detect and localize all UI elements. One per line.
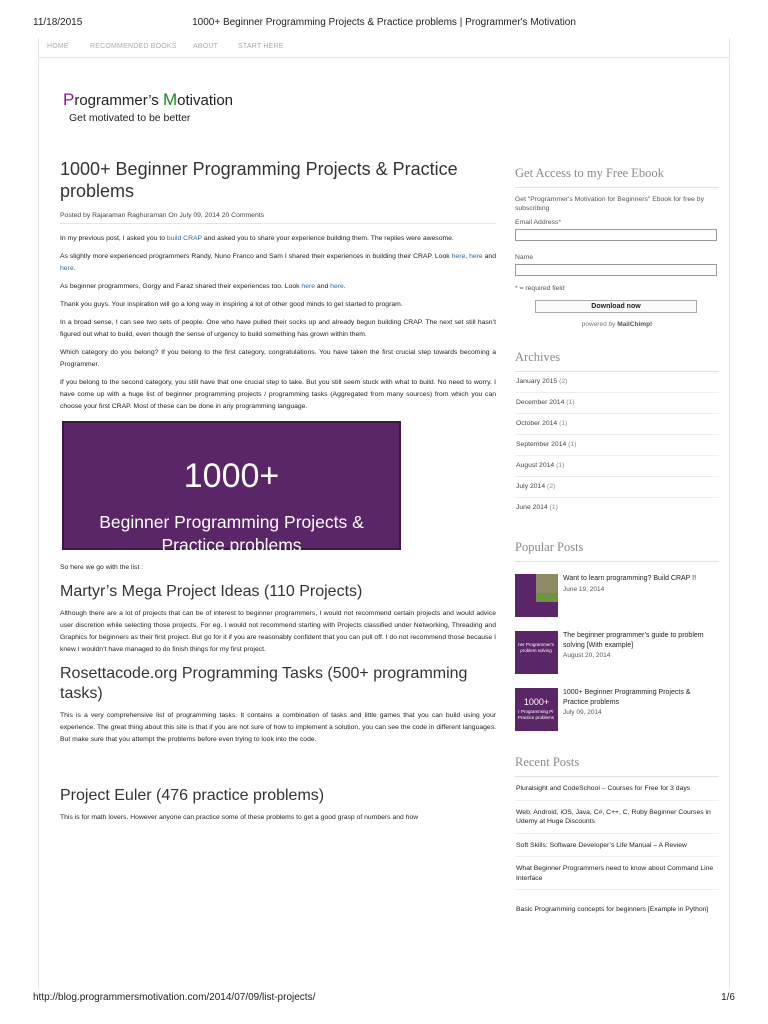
name-field[interactable] <box>515 264 717 276</box>
popular-post-thumbnail: ner Programmer's problem solving <box>515 631 558 674</box>
archives-heading: Archives <box>515 350 719 372</box>
ebook-widget <box>515 166 719 328</box>
paragraph-list-intro: So here we go with the list : <box>60 564 144 571</box>
here-link-5[interactable]: here <box>330 283 344 290</box>
popular-post-item[interactable] <box>515 631 719 676</box>
recent-posts-widget <box>515 755 719 921</box>
print-page-number: 1/6 <box>721 992 735 1003</box>
popular-post-thumbnail: 1000+ r Programming Pr Practice problems <box>515 688 558 731</box>
paragraph-two-sets: In a broad sense, I can see two sets of people. One who have pulled their socks up and already begun building CRAP. The next set still hasn’t figured out what to build, even though the sense of urgency to build something has grown within them. <box>60 319 496 338</box>
post-meta: Posted by Rajaraman Raghuraman On July 09, 2014 20 Comments <box>60 212 496 224</box>
archive-item[interactable]: August 2014 (1) <box>515 456 719 477</box>
here-link-1[interactable]: here <box>451 253 466 260</box>
email-label: Email Address* <box>515 219 562 226</box>
print-footer <box>33 992 735 1006</box>
ebook-heading: Get Access to my Free Ebook <box>515 166 719 188</box>
archive-item[interactable]: December 2014 (1) <box>515 393 719 414</box>
popular-post-item[interactable] <box>515 688 719 733</box>
recent-post-link[interactable]: Soft Skills: Software Developer’s Life Manual – A Review <box>515 834 719 858</box>
nav-start-here-link[interactable]: START HERE <box>238 43 284 50</box>
required-note: * = required field <box>515 285 565 292</box>
popular-post-date: July 09, 2014 <box>563 709 602 716</box>
sidebar <box>515 166 719 921</box>
here-link-4[interactable]: here <box>301 283 316 290</box>
mailchimp-link[interactable]: MailChimp! <box>617 321 653 328</box>
paragraph-project-euler: This is for math lovers. However anyone can practice some of these problems to get a good grasp of numbers and how <box>60 814 419 821</box>
ebook-description: Get "Programmer's Motivation for Beginners" Ebook for free by subscribing <box>515 196 704 212</box>
name-label: Name <box>515 254 534 261</box>
paragraph-intro: In my previous post, I asked you to build CRAP and asked you to share your experience building them. The replies were awesome. <box>60 235 454 242</box>
recent-post-link[interactable]: Basic Programming concepts for beginners [Example in Python] <box>516 906 709 913</box>
paragraph-beginners: As beginner programmers, Gorgy and Faraz shared their experiences too. Look here and here. <box>60 283 346 290</box>
paragraph-category: Which category do you belong? If you belong to the first category, congratulations. You have taken the first crucial step towards becoming a Programmer. <box>60 349 496 368</box>
recent-post-link[interactable]: Web, Android, iOS, Java, C#, C++, C, Ruby Beginner Courses in Udemy at Huge Discounts <box>515 801 719 834</box>
archive-item[interactable]: October 2014 (1) <box>515 414 719 435</box>
top-navigation <box>39 38 729 58</box>
post-banner-image <box>62 421 401 555</box>
build-crap-link[interactable]: build CRAP <box>166 235 202 242</box>
nav-recommended-books-link[interactable]: RECOMMENDED BOOKS <box>90 43 177 50</box>
logo-tagline: Get motivated to be better <box>69 112 191 124</box>
popular-post-item[interactable] <box>515 574 719 619</box>
email-field[interactable] <box>515 229 717 241</box>
popular-post-title: 1000+ Beginner Programming Projects & Practice problems July 09, 2014 <box>563 688 713 718</box>
powered-by-mailchimp: powered by MailChimp! <box>581 321 653 328</box>
banner-subtitle: Beginner Programming Projects & Practice problems <box>99 512 364 555</box>
paragraph-second-category: If you belong to the second category, you still have that one crucial step to take. But you still seem stuck with what to build. No need to worry. I have come up with a huge list of beginner programming projects / programming tasks (Aggregated from many sources) from which you can choose your first CRAP. Most of these can be done in any programming language. <box>60 379 496 410</box>
paragraph-martyrs: Although there are a lot of projects that can be of interest to beginner programmers, I would not recommend certain projects and would advice user discretion while selecting those projects. For eg. I would not recommend starting with Projects classified under Networking, Threading and Graphics for beginners as their first project. But go for it if you are reasonably confident that you can pull off. I do not recommend those because I knew I wouldn’t have managed to do finish things for my first project. <box>60 610 496 653</box>
recent-post-link[interactable]: Pluralsight and CodeSchool – Courses for Free for 3 days <box>515 777 719 801</box>
paragraph-thanks: Thank you guys. Your inspiration will go a long way in inspiring a lot of other good minds to get started to program. <box>60 301 403 308</box>
page-sheet <box>38 38 730 988</box>
recent-post-link[interactable]: What Beginner Programmers need to know about Command Line Interface <box>515 857 719 890</box>
nav-home-link[interactable]: HOME <box>47 43 69 50</box>
archives-widget <box>515 350 719 518</box>
archive-item[interactable]: July 2014 (2) <box>515 477 719 498</box>
print-page-title: 1000+ Beginner Programming Projects & Practice problems | Programmer's Motivation <box>192 17 576 28</box>
recent-posts-heading: Recent Posts <box>515 755 719 777</box>
popular-post-thumbnail <box>515 574 558 617</box>
print-url: http://blog.programmersmotivation.com/2014/07/09/list-projects/ <box>33 992 316 1003</box>
popular-post-title: Want to learn programming? Build CRAP !! June 19, 2014 <box>563 574 713 594</box>
popular-posts-heading: Popular Posts <box>515 540 719 562</box>
article <box>60 158 496 824</box>
logo-wordmark: Programmer’s Motivation <box>63 90 234 109</box>
heading-rosettacode: Rosettacode.org Programming Tasks (500+ programming tasks) <box>60 665 468 702</box>
paragraph-rosettacode: This is a very comprehensive list of programming tasks. It contains a combination of tasks and little games that you can build using your experience. The great thing about this site is that if you are not sure of how to implement a solution, you can see the code in different languages. But make sure that you attempt the problems before even trying to look into the code. <box>60 712 496 743</box>
heading-martyrs: Martyr’s Mega Project Ideas (110 Projects) <box>60 583 363 600</box>
heading-project-euler: Project Euler (476 practice problems) <box>60 787 325 804</box>
popular-post-date: August 20, 2014 <box>563 652 611 659</box>
site-logo[interactable] <box>63 90 293 126</box>
here-link-3[interactable]: here <box>60 265 74 272</box>
here-link-2[interactable]: here <box>469 253 483 260</box>
popular-post-title: The beginner programmer’s guide to problem solving [With example] August 20, 2014 <box>563 631 713 661</box>
post-title: 1000+ Beginner Programming Projects & Practice problems <box>60 159 458 201</box>
download-now-button[interactable]: Download now <box>535 300 697 313</box>
banner-headline: 1000+ <box>183 457 280 495</box>
print-date: 11/18/2015 <box>33 17 83 28</box>
archive-item[interactable]: September 2014 (1) <box>515 435 719 456</box>
paragraph-experienced: As slightly more experienced programmers Randy, Nuno Franco and Sam I shared their experiences in building their CRAP. Look here, here and here. <box>60 253 496 272</box>
popular-posts-widget <box>515 540 719 733</box>
print-header <box>33 17 735 31</box>
archive-item[interactable]: January 2015 (2) <box>515 372 719 393</box>
popular-post-date: June 19, 2014 <box>563 585 605 593</box>
archive-item[interactable]: June 2014 (1) <box>516 504 558 511</box>
nav-about-link[interactable]: ABOUT <box>193 43 219 50</box>
